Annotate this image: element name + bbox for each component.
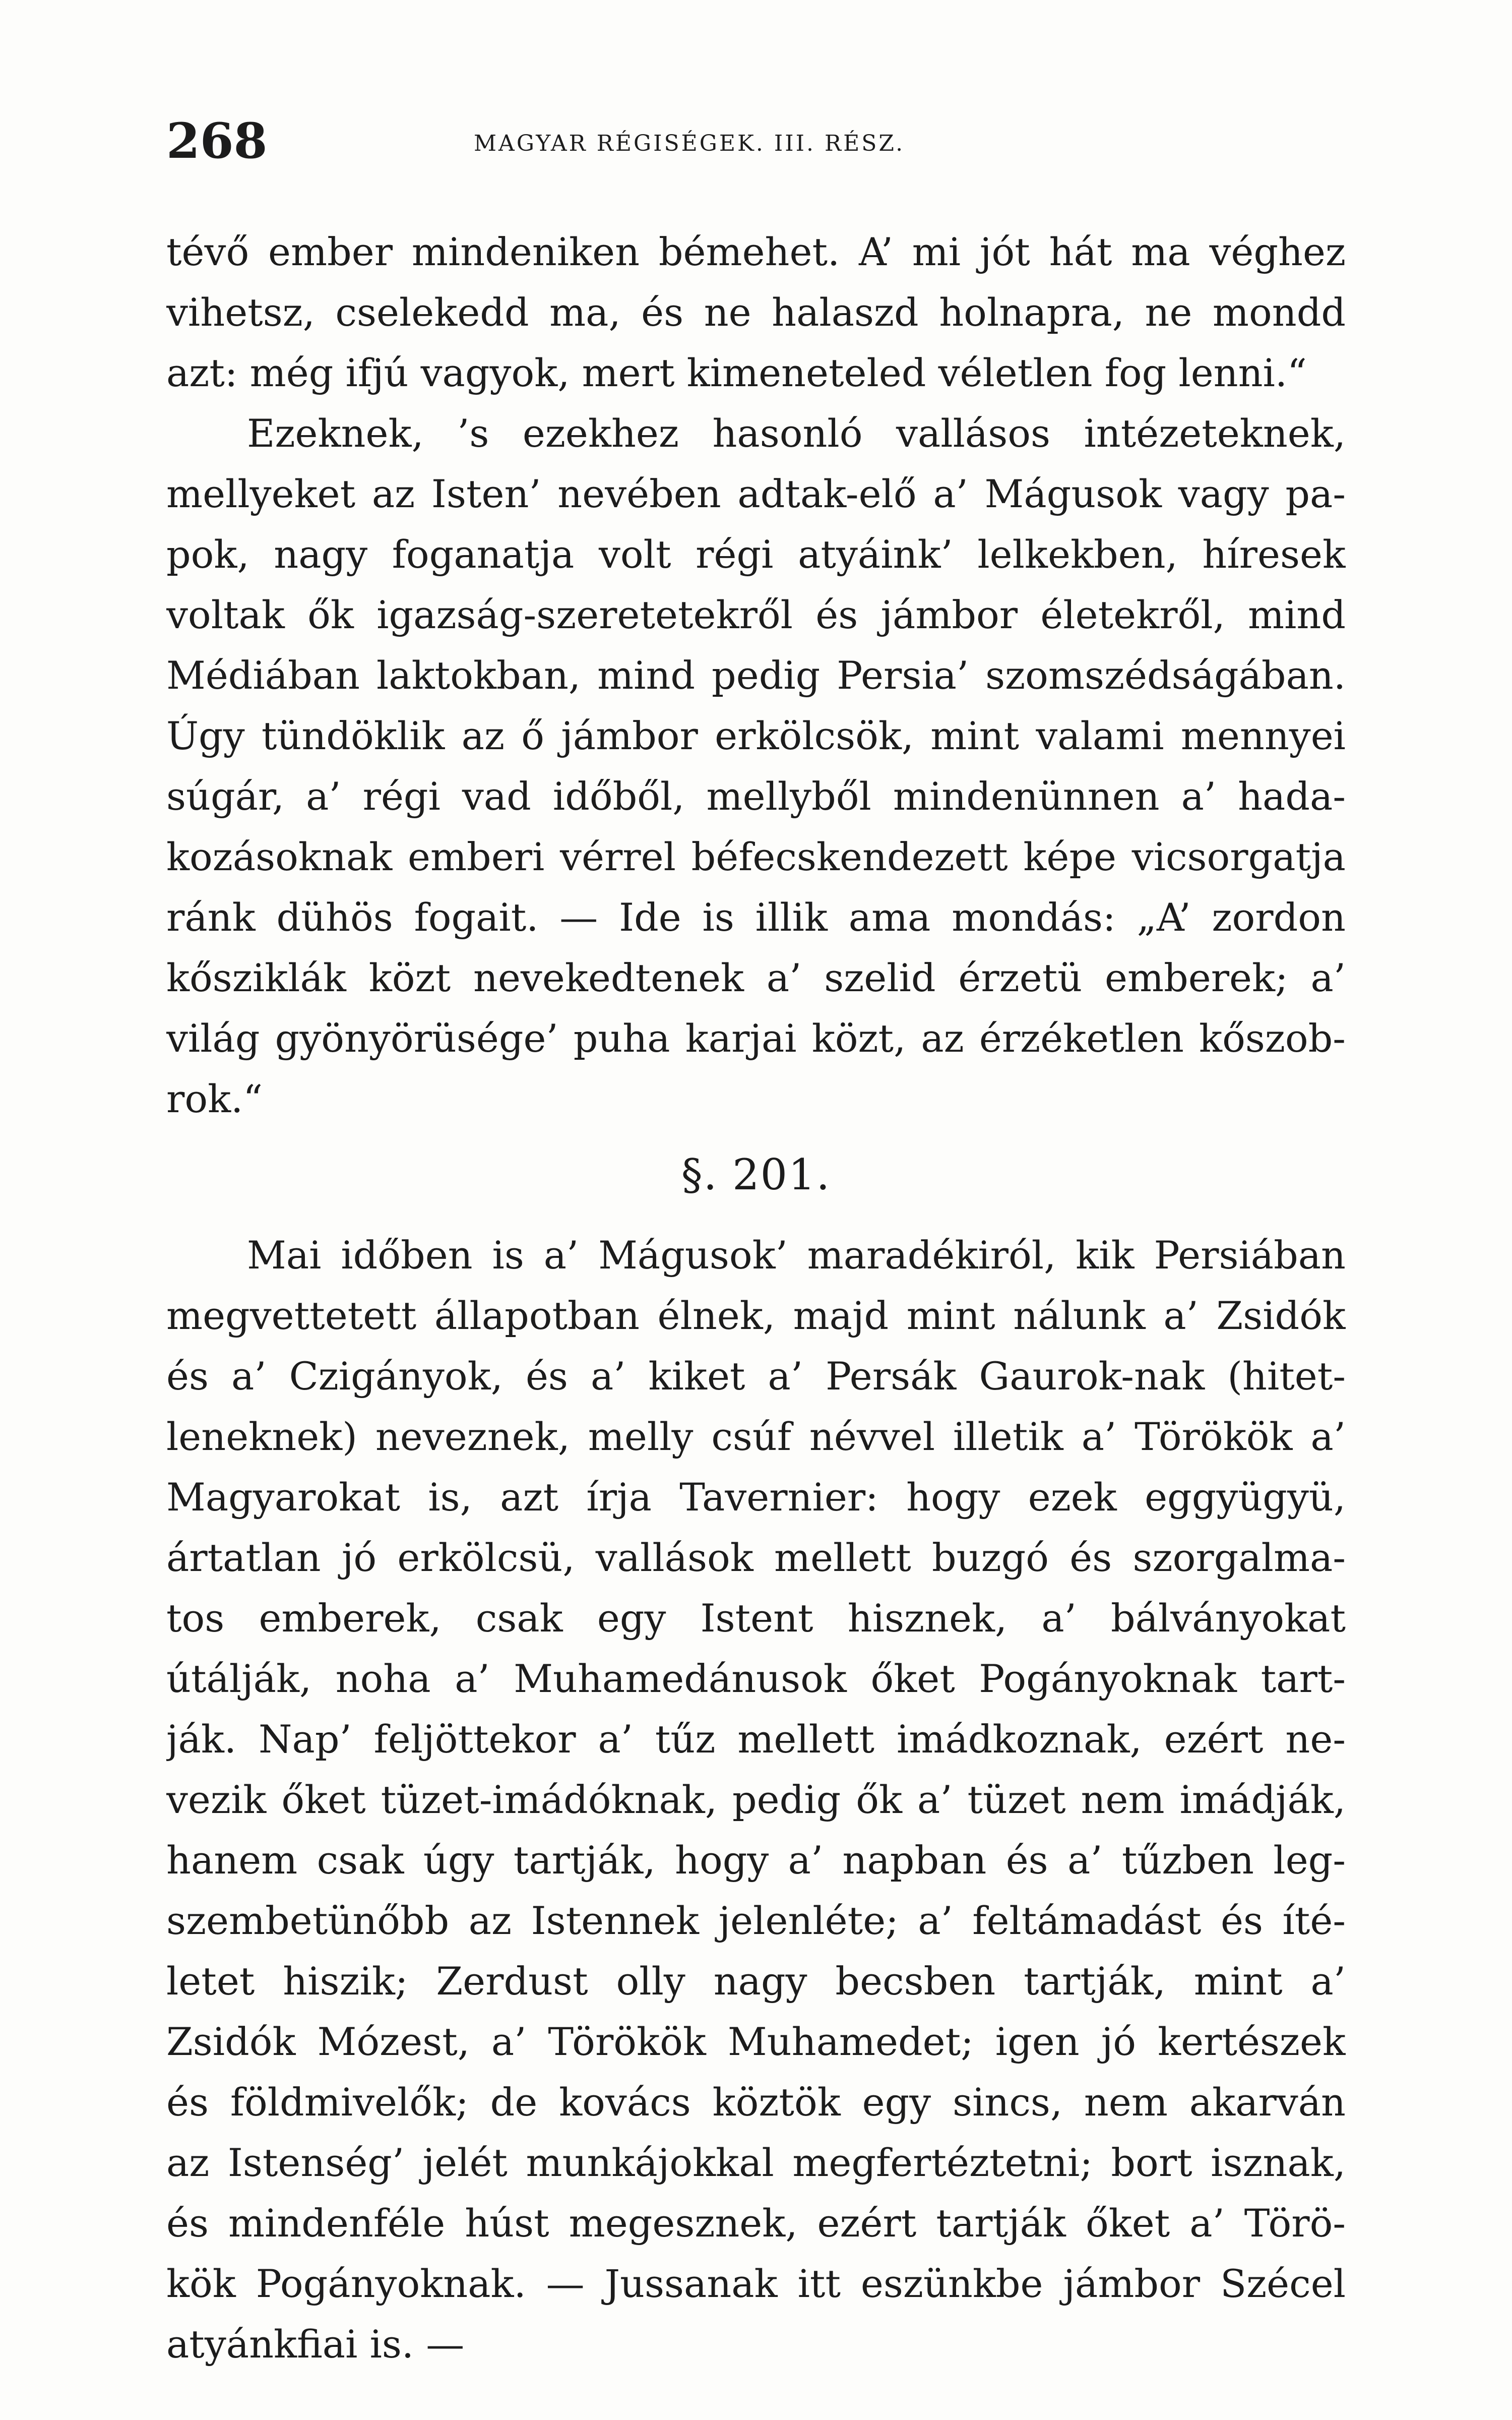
text-line: ják. Nap’ feljöttekor a’ tűz mellett imádkoznak, ezért ne- <box>166 1717 1346 1762</box>
text-line: tévő ember mindeniken bémehet. A’ mi jót hát ma véghez <box>166 229 1346 274</box>
text-line: atyánkfiai is. — <box>166 2322 465 2367</box>
text-line: rok.“ <box>166 1076 263 1121</box>
text-line: kősziklák közt nevekedtenek a’ szelid érzetü emberek; a’ <box>166 955 1346 1000</box>
text-line: voltak ők igazság-szeretetekről és jámbor életekről, mind <box>166 592 1346 637</box>
text-line: ránk dühös fogait. — Ide is illik ama mondás: „A’ zordon <box>166 895 1346 940</box>
text-line: súgár, a’ régi vad időből, mellyből mindenünnen a’ hada- <box>166 774 1346 819</box>
text-line: Magyarokat is, azt írja Tavernier: hogy ezek eggyügyü, <box>166 1475 1346 1520</box>
text-line: útálják, noha a’ Muhamedánusok őket Pogányoknak tart- <box>166 1656 1346 1701</box>
text-line: kök Pogányoknak. — Jussanak itt eszünkbe jámbor Szécel <box>166 2261 1346 2306</box>
text-line: Zsidók Mózest, a’ Törökök Muhamedet; igen jó kertészek <box>166 2019 1346 2064</box>
text-line: leneknek) neveznek, melly csúf névvel illetik a’ Törökök a’ <box>166 1414 1346 1459</box>
text-line: világ gyönyörüsége’ puha karjai közt, az érzéketlen kőszob- <box>166 1016 1346 1061</box>
text-line: és földmivelők; de kovács köztök egy sincs, nem akarván <box>166 2080 1346 2125</box>
section-heading: §. 201. <box>681 1150 831 1199</box>
text-line: Ezeknek, ’s ezekhez hasonló vallásos intézeteknek, <box>247 411 1346 456</box>
text-line: vezik őket tüzet-imádóknak, pedig ők a’ tüzet nem imádják, <box>166 1777 1346 1822</box>
page-number: 268 <box>166 112 268 169</box>
text-line: vihetsz, cselekedd ma, és ne halaszd holnapra, ne mondd <box>166 290 1346 335</box>
text-line: Úgy tündöklik az ő jámbor erkölcsök, mint valami mennyei <box>166 713 1346 758</box>
text-line: és a’ Czigányok, és a’ kiket a’ Persák Gaurok-nak (hitet- <box>166 1354 1346 1399</box>
text-line: pok, nagy foganatja volt régi atyáink’ lelkekben, híresek <box>166 532 1346 577</box>
text-line: Mai időben is a’ Mágusok’ maradékiról, kik Persiában <box>247 1233 1346 1278</box>
text-line: ártatlan jó erkölcsü, vallások mellett buzgó és szorgalma- <box>166 1535 1346 1580</box>
text-line: Médiában laktokban, mind pedig Persia’ szomszédságában. <box>166 653 1346 698</box>
text-line: tos emberek, csak egy Istent hisznek, a’ bálványokat <box>166 1596 1346 1641</box>
text-line: hanem csak úgy tartják, hogy a’ napban és a’ tűzben leg- <box>166 1838 1346 1883</box>
text-line: azt: még ifjú vagyok, mert kimeneteled véletlen fog lenni.“ <box>166 350 1307 395</box>
running-head: MAGYAR RÉGISÉGEK. III. RÉSZ. <box>474 131 905 156</box>
text-line: az Istenség’ jelét munkájokkal megfertéztetni; bort isznak, <box>166 2140 1346 2185</box>
text-line: megvettetett állapotban élnek, majd mint nálunk a’ Zsidók <box>166 1293 1346 1338</box>
text-line: és mindenféle húst megesznek, ezért tartják őket a’ Törö- <box>166 2201 1346 2246</box>
text-line: szembetünőbb az Istennek jelenléte; a’ feltámadást és íté- <box>166 1898 1346 1943</box>
text-line: kozásoknak emberi vérrel béfecskendezett képe vicsorgatja <box>166 834 1346 879</box>
text-line: letet hiszik; Zerdust olly nagy becsben tartják, mint a’ <box>166 1959 1346 2004</box>
page-header <box>166 113 1346 169</box>
text-line: mellyeket az Isten’ nevében adtak-elő a’ Mágusok vagy pa- <box>166 471 1346 516</box>
